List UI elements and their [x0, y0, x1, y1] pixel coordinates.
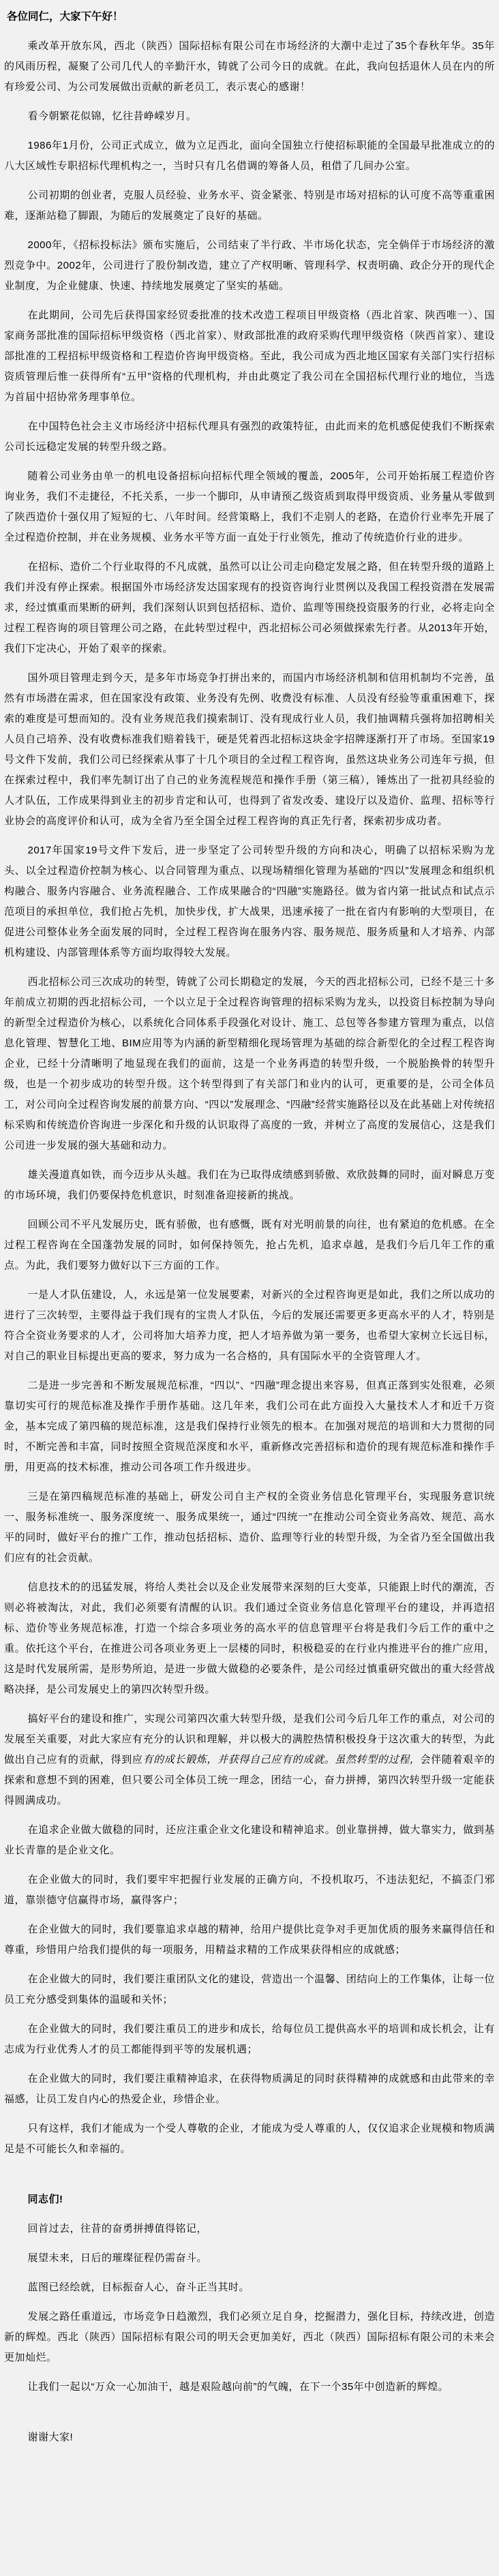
paragraph: 随着公司业务由单一的机电设备招标向招标代理全领域的覆盖，2005年，公司开始拓展工程造价咨询业务，我们不走捷径，不托关系，一步一个脚印，从申请预乙级资质到取得甲级资质、业务量从零做到了陕西造价十强仅用了短短的七、八年时间。经营策略上，我们不走别人的老路，在造价行业率先开展了全过程造价控制，并在业务规模、业务水平等方面一直处于行业领先，推动了传统造价行业的进步。 — [4, 470, 495, 543]
paragraph: 在企业做大的同时，我们要牢牢把握行业发展的正确方向，不投机取巧，不违法犯纪，不搞歪门邪道，靠崇德守信赢得市场，赢得客户； — [4, 1874, 495, 1906]
paragraph: 在企业做大的同时，我们要注重团队文化的建设，营造出一个温馨、团结向上的工作集体，让每一位员工充分感受到集体的温暖和关怀； — [4, 1973, 495, 2005]
paragraph: 在企业做大的同时，我们要靠追求卓越的精神，给用户提供比竞争对手更加优质的服务来赢得信任和尊重，珍惜用户给我们提供的每一项服务，用精益求精的工作成果获得相应的成就感； — [4, 1924, 495, 1956]
paragraph: 国外项目管理走到今天，是多年市场竞争打拼出来的，而国内市场经济机制和信用机制均不完善，虽然有市场潜在需求，但在国家没有政策、业务没有先例、收费没有标准、人员没有经验等重重困难下，探索的难度是可想而知的。没有业务规范我们摸索制订、没有现成行业人员，我们抽调精兵强将加招聘相关人员自己培养、没有收费标准我们赔着钱干，硬是凭着西北招标这块金字招牌逐渐打开了市场。至国家19号文件下发前，我们公司已经探索从事了十几个项目的全过程工程咨询，虽然这块业务公司连年亏损，但在探索过程中，我们率先制订出了自己的业务流程规范和操作手册（第三稿），锤炼出了一批初具经验的人才队伍，工作成果得到业主的初步肯定和认可，也得到了省发改委、建设厅以及造价、监理、招标等行业协会的高度评价和认可，成为全省乃至全国全过程工程咨询的真正先行者，探索初步成功者。 — [4, 672, 495, 827]
page-title: 各位同仁，大家下午好！ — [7, 11, 123, 22]
paragraph: 在招标、造价二个行业取得的不凡成就，虽然可以让公司走向稳定发展之路，但在转型升级的道路上我们并没有停止探索。根据国外市场经济发达国家现有的投资咨询行业贯例以及我国工程投资潜在发展需求，经过慎重而果断的研判，我们深刻认识到包括招标、造价、监理等围绕投资服务的行业，必将走向全过程工程咨询的项目管理公司之路，在此转型过程中，西北招标公司必须做探索先行者。从2013年开始，我们下定决心，开始了艰辛的探索。 — [4, 561, 495, 654]
paragraph — [4, 1709, 495, 1811]
paragraph: 让我们一起以“万众一心加油干，越是艰险越向前”的气魄，在下一个35年中创造新的辉煌。 — [27, 2381, 449, 2393]
paragraph: 三是在第四稿规范标准的基础上，研发公司自主产权的全资业务信息化管理平台，实现服务意识统一、服务标准统一、服务深度统一、服务成果统一，通过“四统一”在推动公司全资业务高效、规范、高水平的同时，做好平台的推广工作，推动包括招标、造价、监理等行业的转型升级，为全省乃至全国做出我们应有的社会贡献。 — [4, 1491, 495, 1564]
text-run: 搞好平台的建设和推广，实现公司第四次重大转型升级，是我们公司今后几年工作的重点，对公司的发展至关重要，对此大家应有充分的认识和理解，并以极大的满腔热情积极投身于这次重大的转型，为此做出自己应有的贡献，得到应 — [4, 1713, 495, 1766]
paragraph: 在企业做大的同时，我们要注重精神追求，在获得物质满足的同时获得精神的成就感和由此带来的幸福感，让员工发自内心的热爱企业，珍惜企业。 — [4, 2073, 495, 2105]
paragraph: 在企业做大的同时，我们要注重员工的进步和成长，给每位员工提供高水平的培训和成长机会，让有志成为行业优秀人才的员工都能得到平等的发展机遇； — [4, 2023, 495, 2055]
paragraph: 在追求企业做大做稳的同时，还应注重企业文化建设和精神追求。创业靠拼搏，做大靠实力，做到基业长青靠的是企业文化。 — [4, 1824, 495, 1856]
document-body — [4, 36, 495, 2448]
section-heading: 同志们! — [27, 2194, 63, 2205]
paragraph: 发展之路任重道远，市场竞争日趋激烈，我们必须立足自身，挖掘潜力，强化目标，持续改进，创造新的辉煌。西北（陕西）国际招标有限公司的明天会更加美好，西北（陕西）国际招标有限公司的未来会更加灿烂。 — [4, 2311, 495, 2363]
paragraph: 公司初期的创业者，克服人员经验、业务水平、资金紧张、特别是市场对招标的认可度不高等重重困难，逐渐站稳了脚跟，为随后的发展奠定了良好的基础。 — [4, 190, 495, 222]
paragraph: 乘改革开放东风，西北（陕西）国际招标有限公司在市场经济的大潮中走过了35个春秋年华。35年的风雨历程，凝聚了公司几代人的辛勤汗水，铸就了公司今日的成就。在此，我向包括退休人员在内的所有珍爱公司、为公司发展做出贡献的新老员工，表示衷心的感谢！ — [4, 40, 495, 93]
paragraph: 展望未来，日后的璀璨征程仍需奋斗。 — [27, 2252, 208, 2264]
paragraph: 谢谢大家! — [27, 2431, 74, 2443]
paragraph: 在此期间，公司先后获得国家经贸委批准的技术改造工程项目甲级资格（西北首家、陕西唯一）、国家商务部批准的国际招标甲级资格（西北首家）、财政部批准的政府采购代理甲级资格（陕西首家）、建设部批准的工程招标甲级资格和工程造价咨询甲级资格。至此，我公司成为西北地区国家有关部门实行招标资质管理后惟一获得所有“五甲”资格的代理机构，并由此奠定了我公司在全国招标代理行业的地位，当选为首届中招协常务理事单位。 — [4, 309, 495, 403]
paragraph: 只有这样，我们才能成为一个受人尊敬的企业，才能成为受人尊重的人，仅仅追求企业规模和物质满足是不可能长久和幸福的。 — [4, 2123, 495, 2155]
paragraph: 2000年，《招标投标法》颁布实施后，公司结束了半行政、半市场化状态，完全倘佯于市场经济的激烈竞争中。2002年，公司进行了股份制改造，建立了产权明晰、管理科学、权责明确、政企分开的现代企业制度，为企业健康、快速、持续地发展奠定了坚实的基础。 — [4, 239, 495, 292]
paragraph: 蓝图已经绘就，目标振奋人心，奋斗正当其时。 — [27, 2282, 250, 2293]
paragraph: 二是进一步完善和不断发展规范标准，“四以”、“四融”理念提出来容易，但真正落到实处很难，必须靠切实可行的规范标准及操作手册作基础。这几年来，我们公司在此方面投入大量技术人才和近千万资金，基本完成了第四稿的规范标准，这是我们保持行业领先的根本。在加强对规范的培训和大力贯彻的同时，不断完善和丰富，同时按照全资规范深度和水平，重新修改完善招标和造价的现有规范标准和操作手册，用更高的技术标准，推动公司各项工作升级进步。 — [4, 1380, 495, 1473]
paragraph: 1986年1月份，公司正式成立，做为立足西北，面向全国独立行使招标职能的全国最早批准成立的的八大区域性专职招标代理机构之一，当时只有几名借调的筹备人员，租借了几间办公室。 — [4, 140, 495, 172]
paragraph: 西北招标公司三次成功的转型，铸就了公司长期稳定的发展，今天的西北招标公司，已经不是三十多年前成立初期的西北招标公司，一个以立足于全过程咨询管理的招标采购为龙头，以投资目标控制为导向的新型全过程造价为核心，以系统化合同体系手段强化对设计、施工、总包等各参建方管理为重点，以信息化管理、智慧化工地、BIM应用等为内涵的新型精细化现场管理为基础的综合新型化的全过程工程咨询企业，已经十分清晰明了地显现在我们的面前，这是一个业务再造的转型升级，一个脱胎换骨的转型升级，也是一个初步成功的转型升级。这个转型得到了有关部门和业内的认可，更重要的是，公司全体员工，对公司向全过程咨询发展的前景方向、“四以”发展理念、“四融”经营实施路径以及在此基础上对传统招标采购和传统造价咨询进一步深化和升级的认识取得了高度的一致，并树立了高度的发展信心，这是我们公司进一步发展的强大基础和动力。 — [4, 976, 495, 1151]
paragraph: 回首过去，往昔的奋勇拼搏值得铭记， — [27, 2223, 208, 2234]
paragraph: 信息技术的的迅猛发展，将给人类社会以及企业发展带来深刻的巨大变革，只能跟上时代的潮流，否则必将被淘汰，对此，我们必须要有清醒的认识。我们通过全资业务信息化管理平台的建设，并再造招标、造价等业务规范标准，打造一个综合多项业务的高水平的信息管理平台将是我们今后工作的重中之重。依托这个平台，在推进公司各项业务更上一层楼的同时，积极稳妥的在行业内推进平台的推广应用，这是时代发展所需，是形势所迫，是进一步做大做稳的必要条件，是公司经过慎重研究做出的重大经营战略决择，是公司发展史上的第四次转型升级。 — [4, 1581, 495, 1695]
italic-text-run: 有的成长锻炼，并获得自己应有的成就。虽然转型的过程， — [142, 1754, 421, 1766]
paragraph: 在中国特色社会主义市场经济中招标代理具有强烈的政策特征，由此而来的危机感促使我们不断探索公司长远稳定发展的转型升级之路。 — [4, 421, 495, 453]
paragraph: 看今朝繁花似锦，忆往昔峥嵘岁月。 — [27, 110, 197, 122]
paragraph: 雄关漫道真如铁，而今迈步从头越。我们在为已取得成绩感到骄傲、欢欣鼓舞的同时，面对瞬息万变的市场环境，我们仍要保持危机意识，时刻准备迎接新的挑战。 — [4, 1169, 495, 1201]
text-run: 会伴随着艰辛的探索和意想不到的困难，但只要公司全体员工统一理念，团结一心，奋力拼搏，第四次转型升级一定能获得圆满成功。 — [4, 1754, 495, 1806]
paragraph: 回顾公司不平凡发展历史，既有骄傲，也有感慨，既有对光明前景的向往，也有紧迫的危机感。在全过程工程咨询在全国蓬勃发展的同时，如何保持领先，抢占先机，追求卓越，是我们今后几年工作的重点。为此，我们要努力做好以下三方面的工作。 — [4, 1219, 495, 1271]
paragraph: 2017年国家19号文件下发后，进一步坚定了公司转型升级的方向和决心，明确了以招标采购为龙头、以全过程造价控制为核心、以合同管理为重点、以现场精细化管理为基础的“四以”发展理念和组织机构融合、服务内容融合、业务流程融合、工作成果融合的“四融”实施路径。做为省内第一批试点和试点示范项目的承担单位，我们抢占先机，加快步伐，扩大战果，迅速承接了一批在省内有影响的大型项目，在促进公司整体业务全面发展的同时，全过程工程咨询在服务内容、服务规范、服务质量和人才培养、内部机构建设、内部管理体系等方面均取得较大发展。 — [4, 845, 495, 958]
paragraph: 一是人才队伍建设，人，永远是第一位发展要素，对新兴的全过程咨询更是如此，我们之所以成功的进行了三次转型，主要得益于我们现有的宝贵人才队伍，今后的发展还需要更多更高水平的人才，特别是符合全资业务要求的人才，公司将加大培养力度，把人才培养做为第一要务，也希望大家树立长远目标，对自己的职业目标提出更高的要求，努力成为一名合格的，具有国际水平的全资管理人才。 — [4, 1289, 495, 1362]
